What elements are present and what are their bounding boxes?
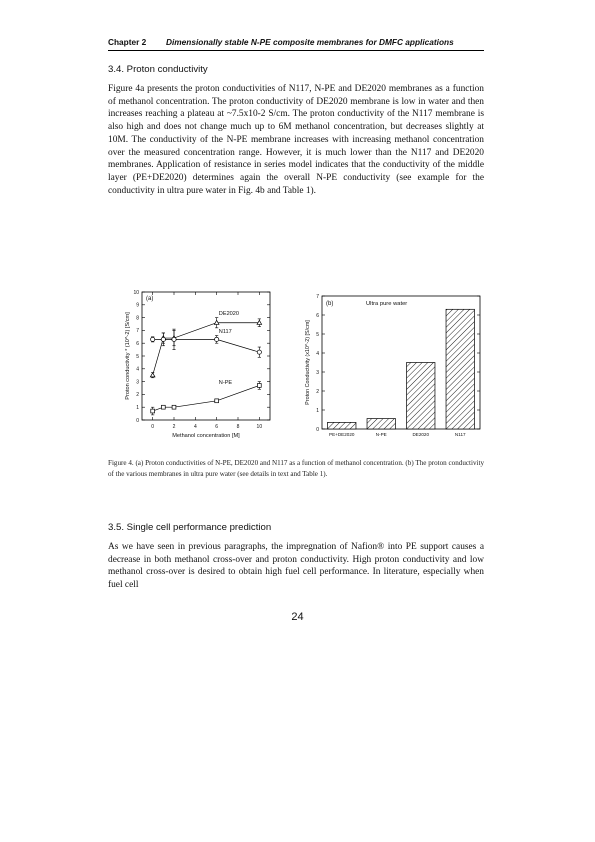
y-axis-label: Proton Conductivity (x10^-2) [S/cm] xyxy=(305,320,311,405)
y-tick-label: 4 xyxy=(136,366,139,373)
y-tick-label: 1 xyxy=(136,405,139,411)
running-header xyxy=(108,36,484,51)
y-tick-label: 1 xyxy=(316,407,319,414)
data-point-de2020 xyxy=(214,320,219,324)
data-point-de2020 xyxy=(257,320,262,324)
x-category-label: N117 xyxy=(454,432,466,437)
chapter-title: Dimensionally stable N-PE composite membranes for DMFC applications xyxy=(166,37,454,47)
data-point-n-pe xyxy=(151,409,155,413)
series-line-n117 xyxy=(153,339,260,352)
y-tick-label: 5 xyxy=(316,331,319,338)
chart-4a xyxy=(118,286,280,442)
data-point-n117 xyxy=(215,337,219,341)
series-label-de2020: DE2020 xyxy=(218,311,240,318)
data-point-n117 xyxy=(257,350,261,354)
x-tick-label: 10 xyxy=(256,424,263,430)
paragraph-single-cell: As we have seen in previous paragraphs, the impregnation of Nafion® into PE support causes a decrease in both methanol cross-over and proton conductivity. High proton conductivity and low methanol cross-over is desired to obtain high fuel cell performance. In literature, especially when fuel cell xyxy=(108,542,484,591)
series-line-de2020 xyxy=(153,323,260,375)
data-point-n-pe xyxy=(161,405,165,409)
y-axis-label: Proton conductivity * (10^-2) [S/cm] xyxy=(125,312,131,400)
chapter-label: Chapter 2 xyxy=(108,37,147,47)
x-tick-label: 8 xyxy=(236,424,240,430)
bar-n-pe xyxy=(367,419,395,429)
plot-frame xyxy=(142,292,270,420)
x-category-label: N-PE xyxy=(375,432,387,437)
x-tick-label: 6 xyxy=(215,424,219,430)
y-tick-label: 0 xyxy=(136,417,139,424)
y-tick-label: 7 xyxy=(136,328,139,335)
panel-label: (a) xyxy=(146,296,154,302)
data-point-de2020 xyxy=(150,373,155,377)
chart-title: Ultra pure water xyxy=(366,301,408,307)
x-tick-label: 4 xyxy=(193,424,197,430)
y-tick-label: 6 xyxy=(136,341,139,347)
series-label-n117: N117 xyxy=(218,328,232,335)
bar-de2020 xyxy=(407,363,435,430)
series-line-n-pe xyxy=(153,385,260,411)
y-tick-label: 6 xyxy=(316,312,319,319)
y-tick-label: 3 xyxy=(316,369,319,376)
panel-label: (b) xyxy=(326,301,334,307)
data-point-n-pe xyxy=(172,405,176,409)
data-point-n117 xyxy=(161,337,165,341)
data-point-n-pe xyxy=(215,399,219,403)
figure-caption: Figure 4. (a) Proton conductivities of N-PE, DE2020 and N117 as a function of methanol concentration. (b) The proton conductivity of the various membranes in ultra pure water (see details in text and Table 1). xyxy=(108,459,484,478)
chart-4b xyxy=(300,292,486,442)
y-tick-label: 9 xyxy=(136,302,139,309)
y-tick-label: 7 xyxy=(316,293,319,300)
x-axis-label: Methanol concentration [M] xyxy=(172,433,240,439)
y-tick-label: 0 xyxy=(316,426,319,433)
bar-n117 xyxy=(446,309,474,429)
y-tick-label: 2 xyxy=(136,392,139,399)
y-tick-label: 5 xyxy=(136,353,139,360)
section-heading-proton-conductivity: 3.4. Proton conductivity xyxy=(108,64,208,75)
data-point-n117 xyxy=(172,337,176,341)
paragraph-proton-conductivity: Figure 4a presents the proton conductivities of N117, N-PE and DE2020 membranes as a function of methanol concentration. The proton conductivity of DE2020 membrane is low in water and then increases reaching a plateau at ~7.5x10-2 S/cm. The proton conductivity of the N117 membrane is also high and does not change much up to 6M methanol concentration, but decreases slightly at 10M. The conductivity of the N-PE membrane increases with increasing methanol concentration over the measured concentration range. However, it is much lower than the N117 and DE2020 membranes. Application of resistance in series model indicates that the conductivity of the middle layer (PE+DE2020) determines again the overall N-PE conductivity (see example for the conductivity in ultra pure water in Fig. 4b and Table 1). xyxy=(108,84,484,196)
y-tick-label: 3 xyxy=(136,379,139,386)
section-heading-single-cell: 3.5. Single cell performance prediction xyxy=(108,522,272,533)
bar-pe-de2020 xyxy=(328,422,356,429)
y-tick-label: 2 xyxy=(316,388,319,395)
data-point-n117 xyxy=(151,337,155,341)
x-tick-label: 2 xyxy=(172,424,176,430)
series-label-n-pe: N-PE xyxy=(218,380,233,387)
page-number: 24 xyxy=(291,611,304,623)
x-category-label: PE+DE2020 xyxy=(329,432,355,437)
x-tick-label: 0 xyxy=(151,424,155,430)
x-category-label: DE2020 xyxy=(412,432,430,437)
y-tick-label: 10 xyxy=(133,289,139,296)
data-point-n-pe xyxy=(257,384,261,388)
y-tick-label: 8 xyxy=(136,315,139,322)
y-tick-label: 4 xyxy=(316,350,319,357)
